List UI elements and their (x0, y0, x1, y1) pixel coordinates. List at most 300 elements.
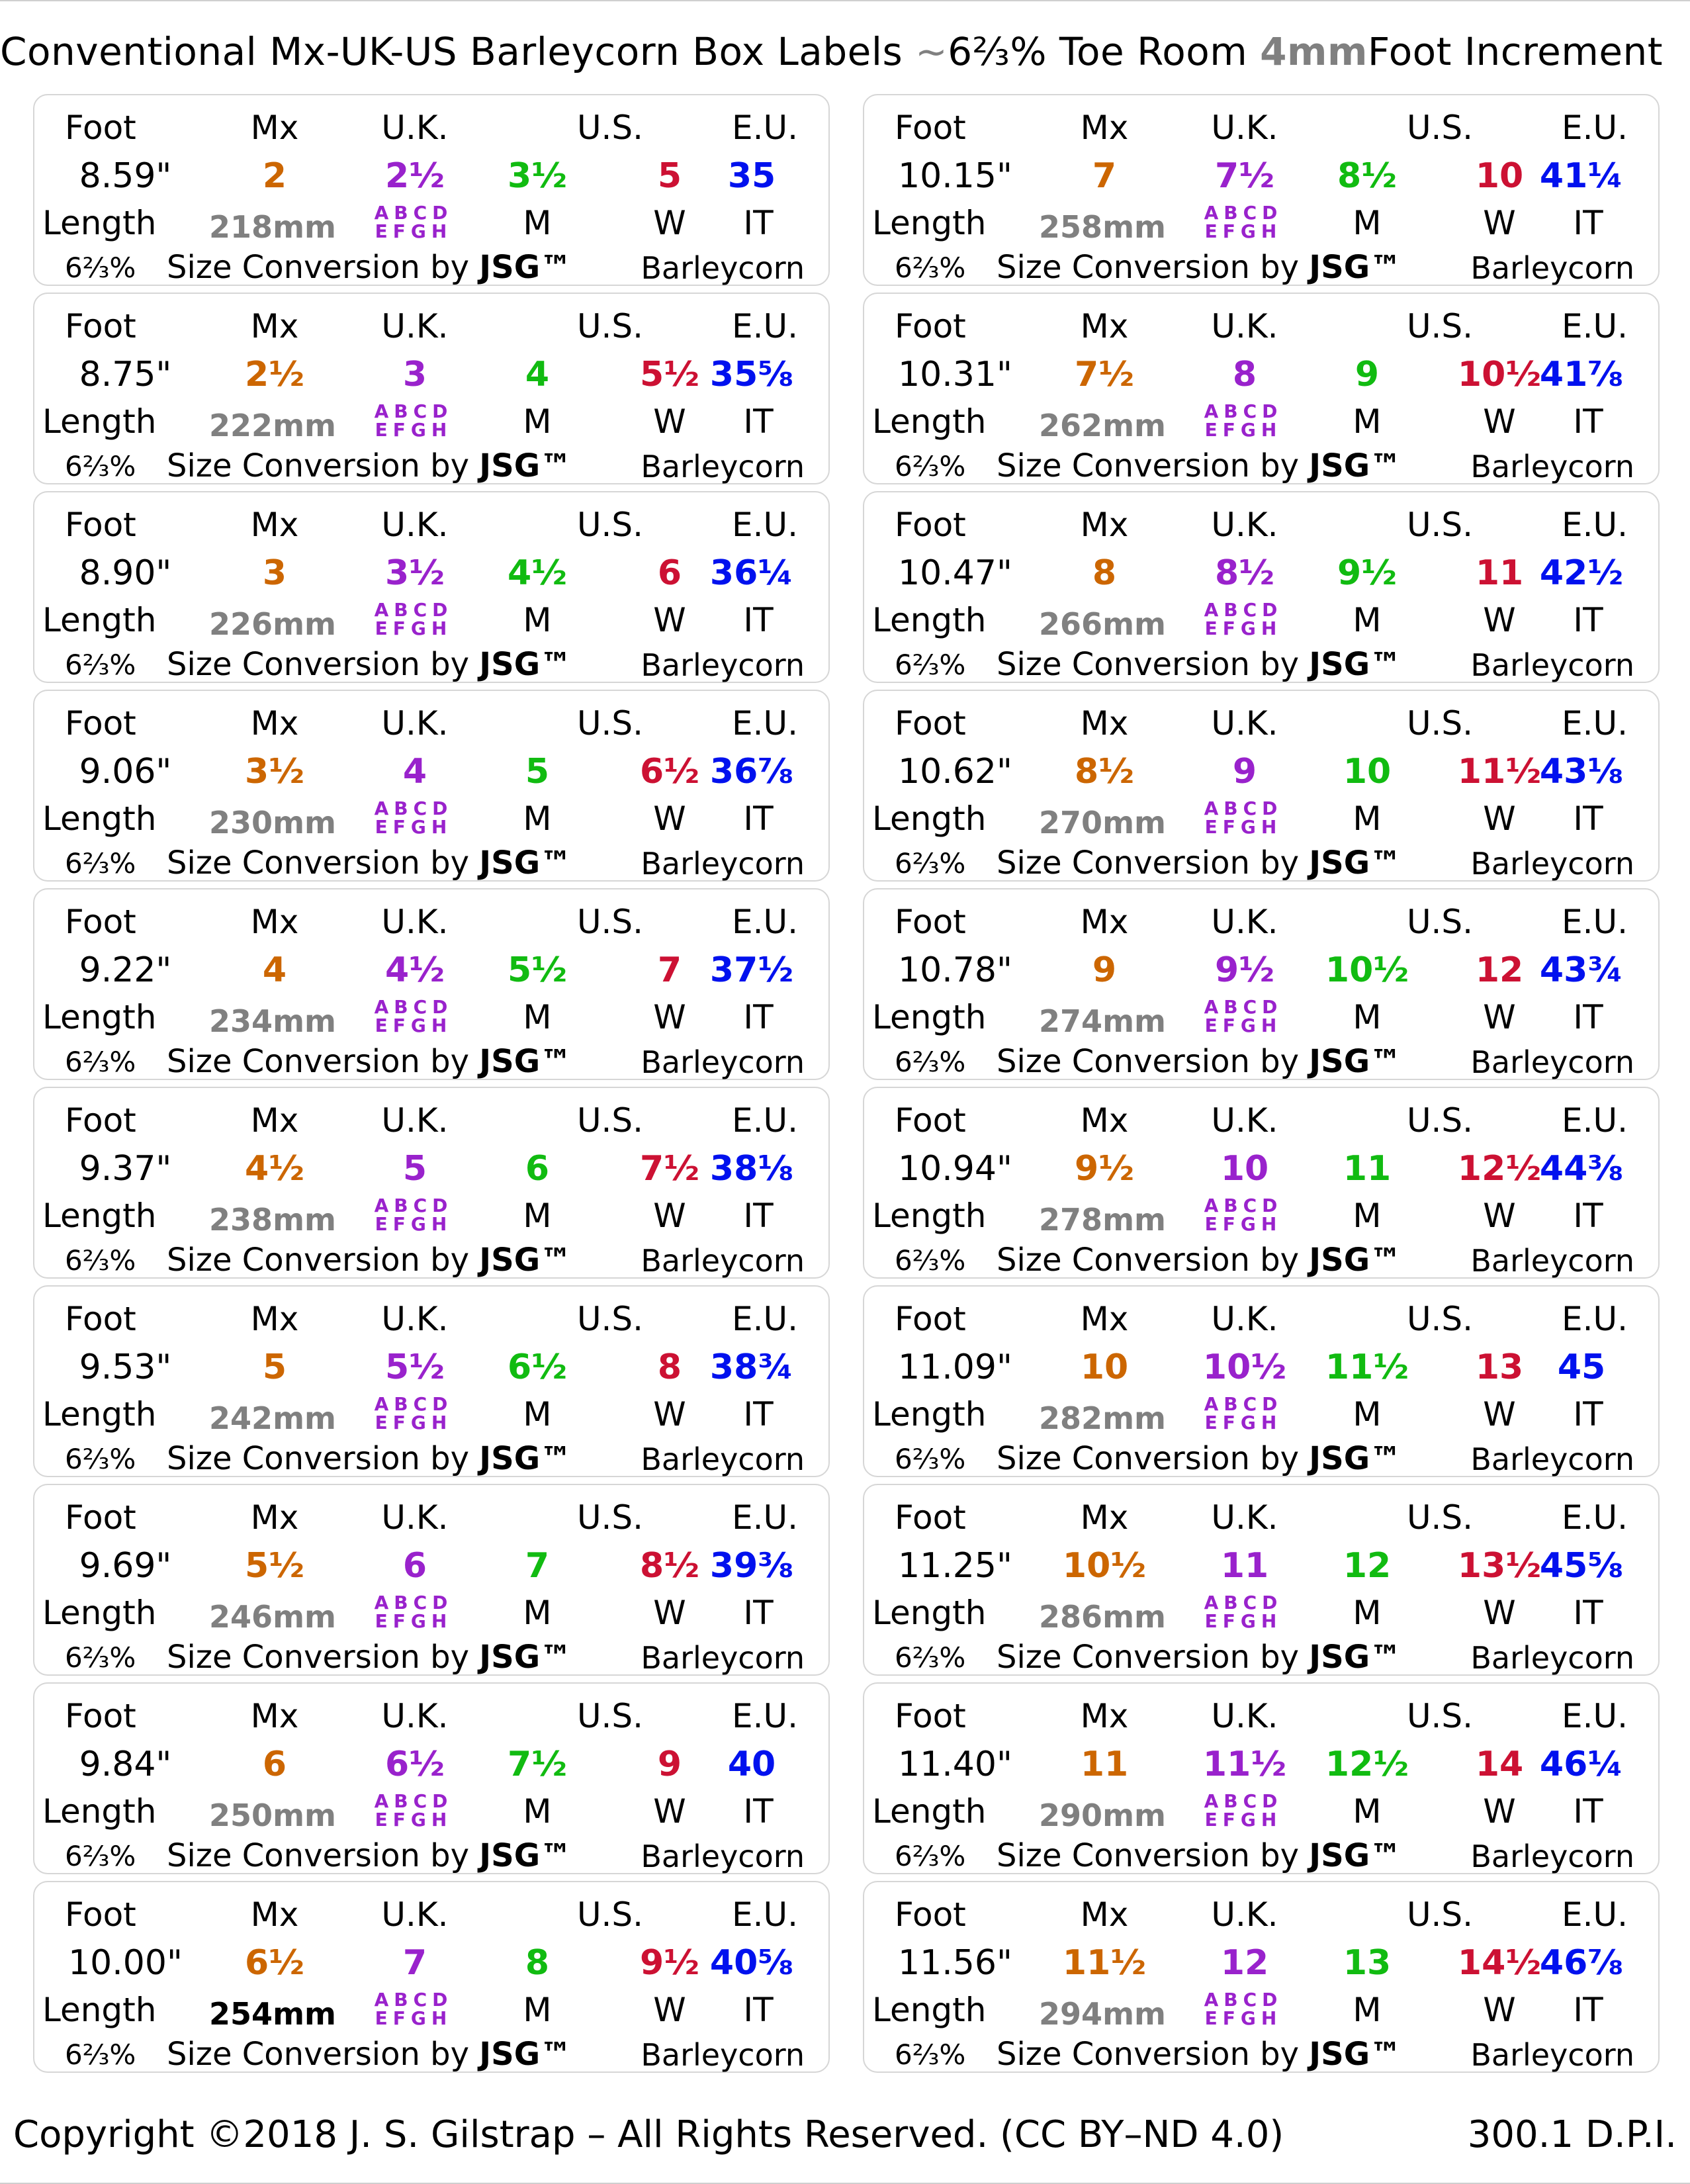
size-conversion-credit (997, 1639, 1402, 1676)
width-letters-top: ABCD (1204, 1195, 1283, 1216)
foot-length-inches: 11.56" (898, 1943, 1012, 1983)
length-label: Length (42, 204, 157, 242)
italy-label: IT (743, 601, 774, 639)
mx-header: Mx (250, 506, 299, 544)
eu-header: E.U. (732, 109, 798, 147)
size-conversion-credit (997, 447, 1402, 484)
us-header: U.S. (576, 1101, 644, 1140)
foot-header: Foot (895, 1697, 966, 1735)
width-letters-top: ABCD (374, 1790, 453, 1812)
mens-label: M (523, 799, 552, 838)
width-letters (357, 1197, 470, 1234)
mx-header: Mx (1080, 1300, 1129, 1338)
width-letters-top: ABCD (1204, 797, 1283, 819)
eu-size: 36¼ (709, 553, 794, 593)
foot-length-mm: 270mm (1039, 805, 1166, 841)
width-letters-bottom: EFGH (375, 816, 453, 838)
size-conversion-credit (997, 1440, 1402, 1477)
width-letters-top: ABCD (1204, 599, 1283, 621)
us-header: U.S. (576, 1697, 644, 1735)
eu-header: E.U. (732, 1498, 798, 1537)
eu-header: E.U. (732, 1300, 798, 1338)
mx-size: 9½ (1074, 1149, 1134, 1189)
foot-length-inches: 10.78" (898, 950, 1012, 990)
mx-header: Mx (250, 704, 299, 743)
width-letters (357, 601, 470, 638)
eu-header: E.U. (1562, 1895, 1628, 1934)
uk-size: 9 (1232, 752, 1257, 792)
womens-label: W (653, 799, 686, 838)
size-conversion-credit (167, 1837, 572, 1874)
toe-room-percent: 6⅔% (65, 1244, 136, 1277)
uk-header: U.K. (381, 1895, 449, 1934)
eu-size: 42½ (1539, 553, 1624, 593)
barleycorn-label: Barleycorn (641, 1839, 805, 1874)
uk-size: 12 (1220, 1943, 1269, 1983)
mx-header: Mx (1080, 1498, 1129, 1537)
mx-size: 5½ (244, 1546, 304, 1586)
foot-header: Foot (65, 1697, 136, 1735)
foot-length-mm: 282mm (1039, 1400, 1166, 1436)
mx-size: 4½ (244, 1149, 304, 1189)
mx-header: Mx (1080, 1101, 1129, 1140)
mx-size: 7½ (1074, 355, 1134, 394)
mens-label: M (523, 1792, 552, 1831)
conversion-prefix: Size Conversion by (167, 844, 480, 882)
eu-header: E.U. (732, 1895, 798, 1934)
us-womens-size: 11 (1475, 553, 1524, 593)
brand-mark: JSG™ (1309, 2036, 1402, 2073)
barleycorn-label: Barleycorn (641, 1441, 805, 1477)
barleycorn-label: Barleycorn (1470, 1839, 1634, 1874)
foot-header: Foot (65, 903, 136, 941)
length-label: Length (42, 998, 157, 1036)
title-main: Conventional Mx-UK-US Barleycorn Box Labels (0, 29, 903, 74)
us-header: U.S. (1406, 1697, 1474, 1735)
us-mens-size: 11 (1343, 1149, 1392, 1189)
us-header: U.S. (1406, 903, 1474, 941)
eu-header: E.U. (732, 903, 798, 941)
barleycorn-label: Barleycorn (641, 846, 805, 882)
italy-label: IT (743, 1197, 774, 1235)
mx-header: Mx (1080, 506, 1129, 544)
uk-size: 5½ (384, 1347, 445, 1387)
width-letters-top: ABCD (374, 797, 453, 819)
length-label: Length (42, 402, 157, 441)
mens-label: M (523, 1197, 552, 1235)
conversion-prefix: Size Conversion by (997, 1837, 1310, 1874)
uk-header: U.K. (381, 1101, 449, 1140)
us-womens-size: 10½ (1457, 355, 1542, 394)
barleycorn-label: Barleycorn (1470, 846, 1634, 882)
us-mens-size: 6 (525, 1149, 550, 1189)
uk-size: 7 (402, 1943, 427, 1983)
us-womens-size: 6½ (639, 752, 699, 792)
uk-size: 10½ (1202, 1347, 1287, 1387)
toe-room-percent: 6⅔% (895, 1046, 966, 1078)
uk-header: U.K. (1211, 1498, 1278, 1537)
length-label: Length (872, 1991, 987, 2029)
size-label (33, 1881, 830, 2073)
brand-mark: JSG™ (479, 1837, 572, 1874)
conversion-prefix: Size Conversion by (167, 2036, 480, 2073)
italy-label: IT (743, 998, 774, 1036)
foot-length-inches: 9.06" (79, 752, 172, 792)
uk-size: 10 (1220, 1149, 1269, 1189)
womens-label: W (1483, 1991, 1516, 2029)
mx-size: 8 (1092, 553, 1117, 593)
length-label: Length (42, 1594, 157, 1632)
width-letters (357, 1594, 470, 1631)
toe-room-percent: 6⅔% (65, 2038, 136, 2071)
uk-size: 4 (402, 752, 427, 792)
width-letters-top: ABCD (374, 400, 453, 422)
foot-length-mm: 238mm (209, 1202, 336, 1238)
mx-header: Mx (250, 307, 299, 345)
size-label (33, 293, 830, 484)
brand-mark: JSG™ (1309, 1837, 1402, 1874)
conversion-prefix: Size Conversion by (167, 1639, 480, 1676)
width-letters-bottom: EFGH (375, 617, 453, 639)
eu-header: E.U. (732, 307, 798, 345)
brand-mark: JSG™ (1309, 646, 1402, 683)
us-womens-size: 9½ (639, 1943, 699, 1983)
foot-length-inches: 9.53" (79, 1347, 172, 1387)
womens-label: W (1483, 1594, 1516, 1632)
labels-grid (33, 94, 1660, 2073)
brand-mark: JSG™ (479, 447, 572, 484)
womens-label: W (653, 998, 686, 1036)
size-label (863, 94, 1660, 286)
foot-length-inches: 8.90" (79, 553, 172, 593)
foot-header: Foot (895, 1498, 966, 1537)
us-womens-size: 9 (657, 1745, 682, 1784)
width-letters (357, 799, 470, 837)
conversion-prefix: Size Conversion by (997, 249, 1310, 286)
us-womens-size: 5½ (639, 355, 699, 394)
uk-header: U.K. (1211, 506, 1278, 544)
us-mens-size: 11½ (1325, 1347, 1409, 1387)
uk-size: 2½ (384, 156, 445, 196)
foot-length-mm: 294mm (1039, 1996, 1166, 2032)
mens-label: M (523, 402, 552, 441)
uk-size: 6½ (384, 1745, 445, 1784)
width-letters-top: ABCD (374, 996, 453, 1018)
mx-size: 6 (262, 1745, 287, 1784)
uk-header: U.K. (381, 1498, 449, 1537)
us-mens-size: 5½ (507, 950, 567, 990)
width-letters-top: ABCD (1204, 996, 1283, 1018)
width-letters-top: ABCD (1204, 202, 1283, 224)
mx-size: 9 (1092, 950, 1117, 990)
top-rule (0, 0, 1690, 1)
width-letters (1187, 204, 1300, 241)
mx-size: 2 (262, 156, 287, 196)
foot-length-inches: 10.94" (898, 1149, 1012, 1189)
us-header: U.S. (576, 1498, 644, 1537)
barleycorn-label: Barleycorn (641, 449, 805, 484)
foot-header: Foot (65, 1300, 136, 1338)
width-letters-top: ABCD (1204, 400, 1283, 422)
mens-label: M (1353, 402, 1382, 441)
size-conversion-credit (167, 1639, 572, 1676)
foot-header: Foot (895, 506, 966, 544)
mens-label: M (523, 1594, 552, 1632)
eu-size: 40 (727, 1745, 776, 1784)
italy-label: IT (1573, 1991, 1603, 2029)
eu-size: 43⅛ (1539, 752, 1624, 792)
conversion-prefix: Size Conversion by (167, 1043, 480, 1080)
foot-header: Foot (65, 1498, 136, 1537)
title-tilde: ~ (915, 29, 948, 74)
width-letters (1187, 402, 1300, 439)
size-label (33, 1484, 830, 1676)
uk-header: U.K. (381, 307, 449, 345)
size-conversion-credit (997, 249, 1402, 286)
toe-room-percent: 6⅔% (65, 649, 136, 681)
womens-label: W (1483, 601, 1516, 639)
barleycorn-label: Barleycorn (1470, 1044, 1634, 1080)
womens-label: W (653, 1395, 686, 1433)
foot-length-inches: 10.00" (68, 1943, 183, 1983)
width-letters-bottom: EFGH (375, 1610, 453, 1632)
foot-header: Foot (895, 704, 966, 743)
foot-length-mm: 246mm (209, 1599, 336, 1635)
mx-header: Mx (250, 1101, 299, 1140)
width-letters-bottom: EFGH (1204, 220, 1282, 242)
size-label (863, 1285, 1660, 1477)
length-label: Length (872, 204, 987, 242)
brand-mark: JSG™ (479, 844, 572, 882)
brand-mark: JSG™ (479, 1043, 572, 1080)
width-letters (1187, 1991, 1300, 2028)
italy-label: IT (743, 1991, 774, 2029)
size-label (33, 1285, 830, 1477)
mx-header: Mx (250, 1697, 299, 1735)
us-header: U.S. (1406, 1300, 1474, 1338)
mx-size: 10½ (1062, 1546, 1147, 1586)
mx-header: Mx (1080, 1697, 1129, 1735)
foot-length-inches: 9.84" (79, 1745, 172, 1784)
mx-header: Mx (250, 109, 299, 147)
width-letters-bottom: EFGH (1204, 617, 1282, 639)
womens-label: W (653, 1792, 686, 1831)
size-conversion-credit (167, 1043, 572, 1080)
conversion-prefix: Size Conversion by (997, 2036, 1310, 2073)
size-conversion-credit (167, 249, 572, 286)
uk-header: U.K. (1211, 307, 1278, 345)
conversion-prefix: Size Conversion by (167, 447, 480, 484)
us-womens-size: 7½ (639, 1149, 699, 1189)
width-letters (357, 1991, 470, 2028)
mx-header: Mx (250, 1300, 299, 1338)
uk-header: U.K. (1211, 1101, 1278, 1140)
eu-header: E.U. (732, 1697, 798, 1735)
eu-header: E.U. (1562, 506, 1628, 544)
barleycorn-label: Barleycorn (641, 2037, 805, 2073)
us-header: U.S. (576, 109, 644, 147)
us-header: U.S. (1406, 704, 1474, 743)
barleycorn-label: Barleycorn (641, 250, 805, 286)
conversion-prefix: Size Conversion by (997, 1639, 1310, 1676)
eu-header: E.U. (1562, 307, 1628, 345)
us-mens-size: 12 (1343, 1546, 1392, 1586)
brand-mark: JSG™ (479, 646, 572, 683)
us-header: U.S. (1406, 109, 1474, 147)
conversion-prefix: Size Conversion by (167, 1440, 480, 1477)
uk-size: 5 (402, 1149, 427, 1189)
width-letters (1187, 799, 1300, 837)
us-mens-size: 10 (1343, 752, 1392, 792)
eu-header: E.U. (1562, 1300, 1628, 1338)
foot-length-mm: 278mm (1039, 1202, 1166, 1238)
eu-size: 37½ (709, 950, 794, 990)
uk-header: U.K. (381, 1300, 449, 1338)
page-title (0, 25, 1690, 78)
foot-length-mm: 274mm (1039, 1003, 1166, 1039)
us-womens-size: 14 (1475, 1745, 1524, 1784)
italy-label: IT (743, 1395, 774, 1433)
uk-size: 7½ (1214, 156, 1274, 196)
foot-length-inches: 10.15" (898, 156, 1012, 196)
size-label (863, 293, 1660, 484)
foot-length-mm: 242mm (209, 1400, 336, 1436)
womens-label: W (1483, 799, 1516, 838)
eu-size: 43¾ (1539, 950, 1624, 990)
toe-room-percent: 6⅔% (65, 1840, 136, 1872)
eu-header: E.U. (1562, 704, 1628, 743)
us-womens-size: 12 (1475, 950, 1524, 990)
italy-label: IT (1573, 204, 1603, 242)
foot-header: Foot (65, 506, 136, 544)
mx-header: Mx (1080, 704, 1129, 743)
toe-room-percent: 6⅔% (895, 450, 966, 482)
footer (13, 2109, 1677, 2161)
width-letters (1187, 998, 1300, 1035)
size-label (863, 1682, 1660, 1874)
size-label (33, 94, 830, 286)
size-conversion-credit (997, 646, 1402, 683)
eu-size: 41⅞ (1539, 355, 1624, 394)
width-letters-bottom: EFGH (375, 2007, 453, 2029)
eu-size: 35⅝ (709, 355, 794, 394)
womens-label: W (1483, 402, 1516, 441)
womens-label: W (653, 1991, 686, 2029)
dpi-text: 300.1 D.P.I. (1467, 2113, 1677, 2156)
size-label (863, 491, 1660, 683)
uk-header: U.K. (1211, 1697, 1278, 1735)
womens-label: W (1483, 1197, 1516, 1235)
brand-mark: JSG™ (1309, 1043, 1402, 1080)
size-conversion-credit (167, 1242, 572, 1279)
width-letters-bottom: EFGH (1204, 1412, 1282, 1433)
us-header: U.S. (1406, 1498, 1474, 1537)
width-letters-bottom: EFGH (1204, 419, 1282, 441)
length-label: Length (42, 601, 157, 639)
mx-size: 4 (262, 950, 287, 990)
womens-label: W (1483, 1792, 1516, 1831)
uk-size: 11½ (1202, 1745, 1287, 1784)
italy-label: IT (743, 204, 774, 242)
womens-label: W (1483, 1395, 1516, 1433)
uk-header: U.K. (1211, 1300, 1278, 1338)
conversion-prefix: Size Conversion by (167, 1242, 480, 1279)
uk-size: 3½ (384, 553, 445, 593)
conversion-prefix: Size Conversion by (997, 844, 1310, 882)
mx-header: Mx (250, 1895, 299, 1934)
mx-size: 2½ (244, 355, 304, 394)
width-letters-bottom: EFGH (375, 1213, 453, 1235)
brand-mark: JSG™ (1309, 249, 1402, 286)
barleycorn-label: Barleycorn (1470, 1243, 1634, 1279)
barleycorn-label: Barleycorn (641, 1044, 805, 1080)
uk-size: 8 (1232, 355, 1257, 394)
size-label (33, 1682, 830, 1874)
us-header: U.S. (1406, 506, 1474, 544)
foot-header: Foot (895, 1895, 966, 1934)
uk-header: U.K. (1211, 903, 1278, 941)
mens-label: M (1353, 1197, 1382, 1235)
us-womens-size: 11½ (1457, 752, 1542, 792)
foot-length-mm: 286mm (1039, 1599, 1166, 1635)
size-conversion-credit (167, 447, 572, 484)
eu-header: E.U. (732, 1101, 798, 1140)
size-label (33, 1087, 830, 1279)
width-letters (357, 402, 470, 439)
eu-size: 46⅞ (1539, 1943, 1624, 1983)
uk-header: U.K. (381, 109, 449, 147)
uk-size: 8½ (1214, 553, 1274, 593)
foot-length-inches: 11.25" (898, 1546, 1012, 1586)
eu-header: E.U. (1562, 109, 1628, 147)
width-letters-top: ABCD (374, 1989, 453, 2011)
uk-size: 6 (402, 1546, 427, 1586)
eu-size: 44⅜ (1539, 1149, 1624, 1189)
width-letters-bottom: EFGH (1204, 1015, 1282, 1036)
mx-size: 3½ (244, 752, 304, 792)
toe-room-percent: 6⅔% (65, 450, 136, 482)
us-mens-size: 10½ (1325, 950, 1409, 990)
uk-header: U.K. (1211, 1895, 1278, 1934)
us-header: U.S. (576, 506, 644, 544)
eu-size: 38⅛ (709, 1149, 794, 1189)
barleycorn-label: Barleycorn (641, 647, 805, 683)
width-letters (1187, 1197, 1300, 1234)
size-conversion-credit (167, 646, 572, 683)
foot-length-inches: 10.31" (898, 355, 1012, 394)
mens-label: M (1353, 1991, 1382, 2029)
foot-length-mm: 262mm (1039, 408, 1166, 443)
italy-label: IT (1573, 1197, 1603, 1235)
us-header: U.S. (576, 903, 644, 941)
italy-label: IT (1573, 998, 1603, 1036)
width-letters-top: ABCD (374, 1393, 453, 1415)
barleycorn-label: Barleycorn (1470, 449, 1634, 484)
us-header: U.S. (576, 1300, 644, 1338)
mens-label: M (523, 601, 552, 639)
uk-size: 11 (1220, 1546, 1269, 1586)
foot-length-inches: 11.40" (898, 1745, 1012, 1784)
eu-header: E.U. (1562, 1498, 1628, 1537)
foot-header: Foot (895, 1101, 966, 1140)
italy-label: IT (1573, 601, 1603, 639)
width-letters-top: ABCD (374, 599, 453, 621)
width-letters-bottom: EFGH (375, 419, 453, 441)
foot-length-inches: 9.22" (79, 950, 172, 990)
italy-label: IT (1573, 799, 1603, 838)
barleycorn-label: Barleycorn (1470, 1441, 1634, 1477)
mens-label: M (1353, 601, 1382, 639)
